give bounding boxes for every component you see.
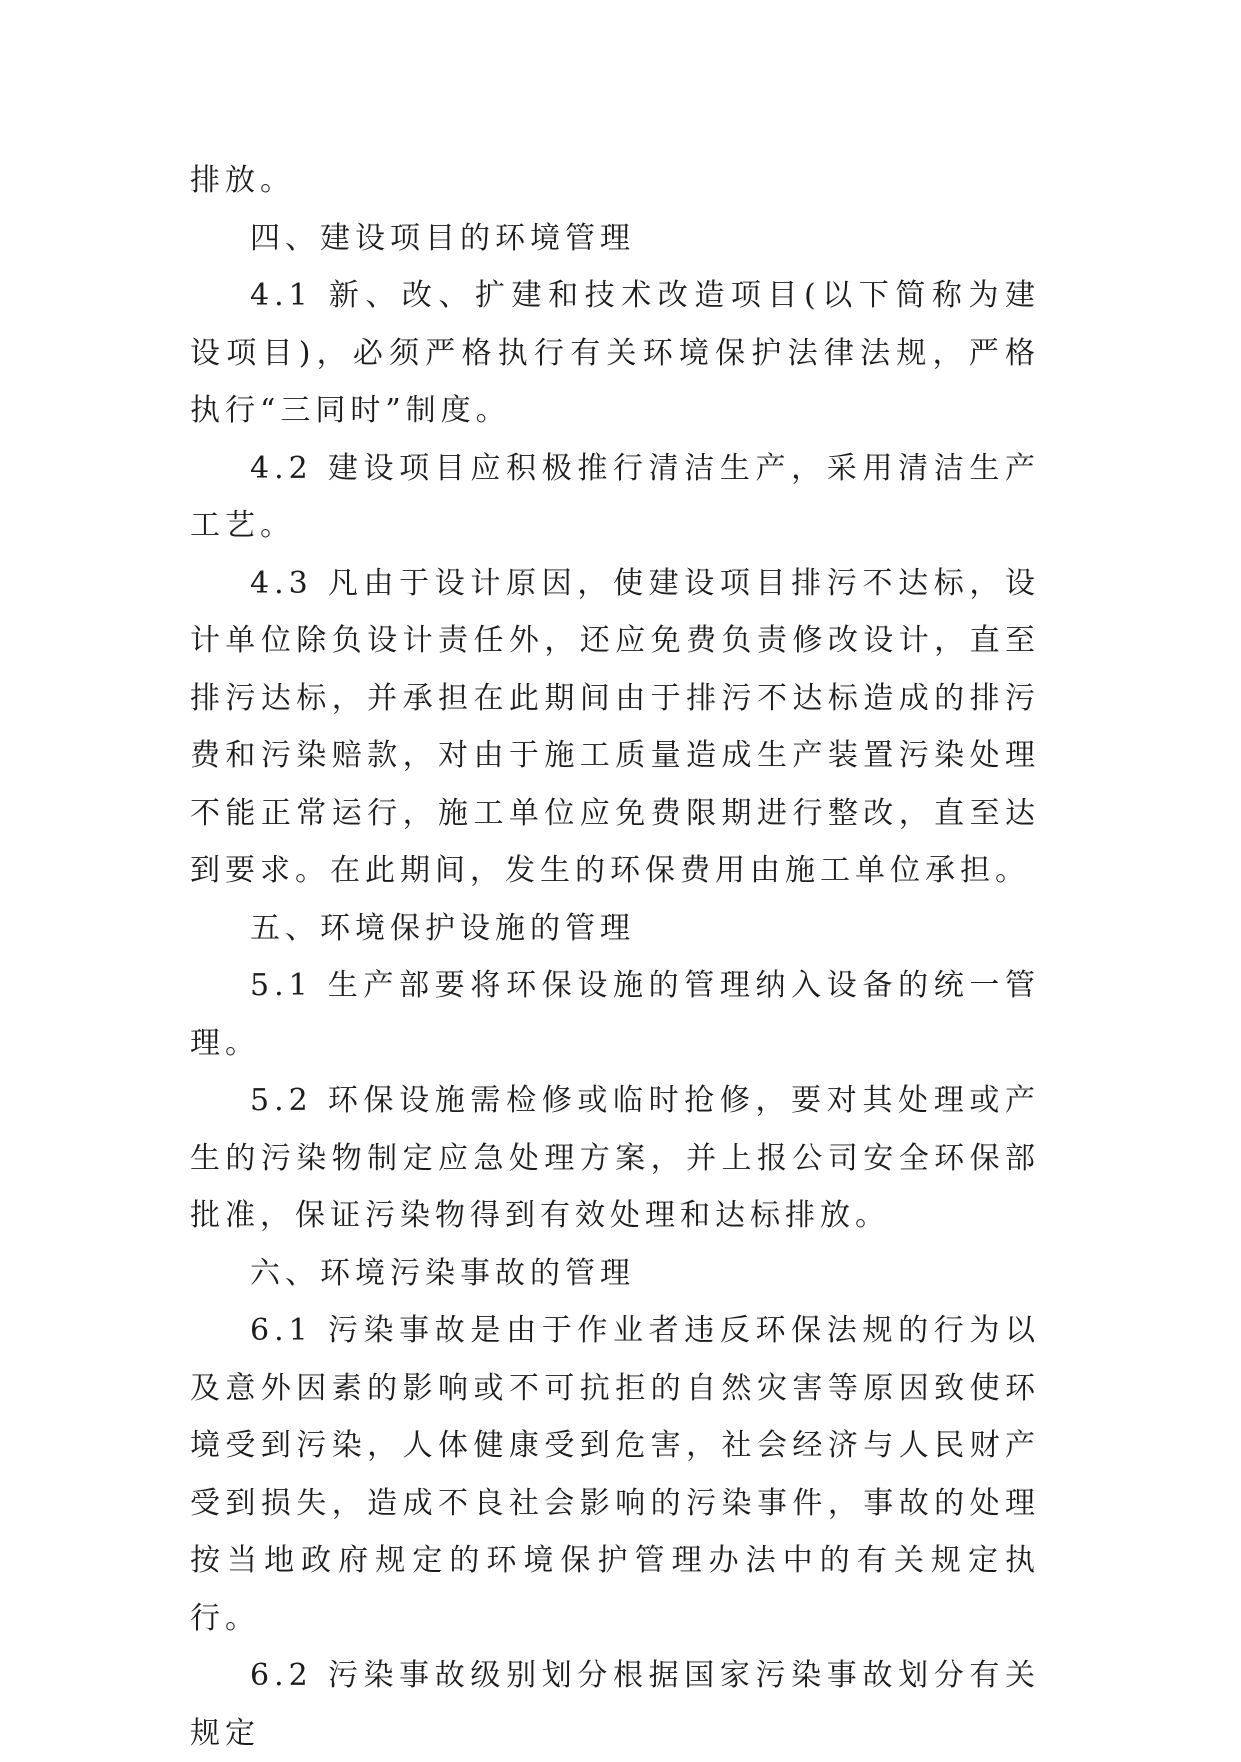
paragraph-continuation: 排放。 bbox=[190, 163, 295, 198]
clause-4-3: 4.3 凡由于设计原因，使建设项目排污不达标，设计单位除负设计责任外，还应免费负责修改设计，直至排污达标，并承担在此期间由于排污不达标造成的排污费和污染赔款，对由于施工质量造成生产装置污染处理不能正常运行，施工单位应免费限期进行整改，直至达到要求。在此期间，发生的环保费用由施工单位承担。 bbox=[190, 565, 1040, 888]
clause-6-1: 6.1 污染事故是由于作业者违反环保法规的行为以及意外因素的影响或不可抗拒的自然灾害等原因致使环境受到污染，人体健康受到危害，社会经济与人民财产受到损失，造成不良社会影响的污染事件，事故的处理按当地政府规定的环境保护管理办法中的有关规定执行。 bbox=[190, 1313, 1040, 1636]
document-body bbox=[190, 152, 1040, 1762]
clause-5-1: 5.1 生产部要将环保设施的管理纳入设备的统一管理。 bbox=[190, 968, 1040, 1061]
section-6-heading: 六、环境污染事故的管理 bbox=[250, 1255, 635, 1291]
section-5-heading: 五、环境保护设施的管理 bbox=[250, 910, 635, 946]
clause-4-2: 4.2 建设项目应积极推行清洁生产，采用清洁生产工艺。 bbox=[190, 450, 1040, 543]
clause-4-1: 4.1 新、改、扩建和技术改造项目(以下简称为建设项目)，必须严格执行有关环境保护法律法规，严格执行“三同时”制度。 bbox=[190, 278, 1040, 428]
section-4-heading: 四、建设项目的环境管理 bbox=[250, 220, 635, 256]
clause-6-2: 6.2 污染事故级别划分根据国家污染事故划分有关规定 bbox=[190, 1658, 1040, 1751]
clause-5-2: 5.2 环保设施需检修或临时抢修，要对其处理或产生的污染物制定应急处理方案，并上报公司安全环保部批准，保证污染物得到有效处理和达标排放。 bbox=[190, 1083, 1040, 1233]
